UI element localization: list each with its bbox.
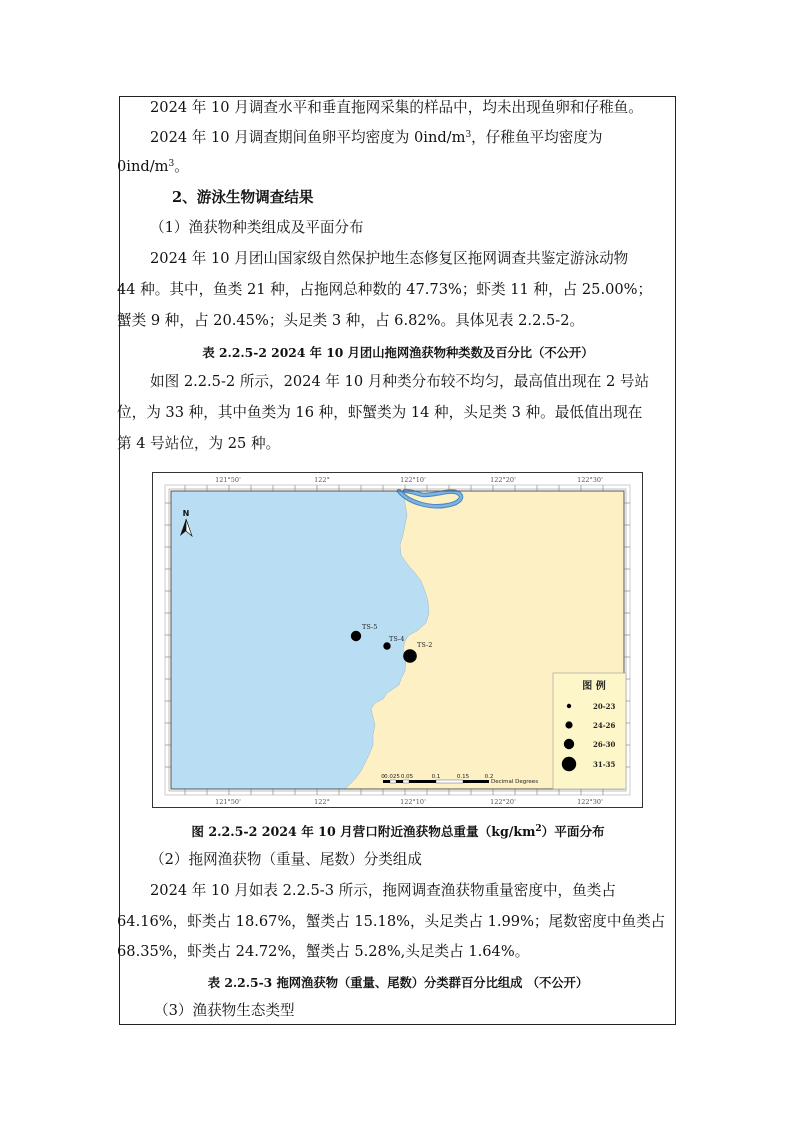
paragraph-egg-larva-absence: 2024 年 10 月调查水平和垂直拖网采集的样品中，均未出现鱼卵和仔稚鱼。 xyxy=(150,99,643,116)
scale-tick-label: 0.025 xyxy=(384,774,400,780)
text: ，仔稚鱼平均密度为 xyxy=(471,129,603,146)
section-heading-nekton: 2、游泳生物调查结果 xyxy=(172,189,314,206)
station-marker xyxy=(351,631,361,641)
legend-symbol xyxy=(562,757,576,771)
lon-label-top: 122°10' xyxy=(400,476,426,484)
subheading-trawl-composition: （2）拖网渔获物（重量、尾数）分类组成 xyxy=(150,851,422,868)
scale-tick-label: 0.05 xyxy=(400,774,414,780)
scale-tick-label: 0.2 xyxy=(484,774,494,780)
station-marker xyxy=(383,642,390,649)
paragraph-species-l3: 蟹类 9 种，占 20.45%；头足类 3 种，占 6.82%。具体见表 2.2.5-2。 xyxy=(117,312,585,329)
paragraph-distribution-l2: 位，为 33 种，其中鱼类为 16 种，虾蟹类为 14 种，头足类 3 种。最低值出现在 xyxy=(117,404,643,421)
legend-label: 31-35 xyxy=(593,760,616,769)
scale-unit: Decimal Degrees xyxy=(491,779,539,785)
paragraph-composition-l3: 68.35%，虾类占 24.72%，蟹类占 5.28%,头足类占 1.64%。 xyxy=(117,943,530,960)
superscript: 3 xyxy=(465,130,472,140)
legend-label: 24-26 xyxy=(593,721,616,730)
station-marker xyxy=(403,649,417,663)
legend-title: 图 例 xyxy=(582,681,606,692)
text: ）平面分布 xyxy=(541,824,605,839)
legend-symbol xyxy=(567,704,571,708)
lon-label-top: 121°50' xyxy=(215,476,241,484)
subheading-species-composition: （1）渔获物种类组成及平面分布 xyxy=(150,219,364,236)
lon-label-top: 122° xyxy=(314,476,330,484)
legend-label: 20-23 xyxy=(593,702,616,711)
paragraph-composition-l2: 64.16%，虾类占 18.67%，蟹类占 15.18%，头足类占 1.99%；尾数密度中鱼类占 xyxy=(117,913,666,930)
map-legend xyxy=(553,673,626,789)
figure-caption-2-2-5-2 xyxy=(120,822,676,842)
catch-weight-map xyxy=(152,472,643,808)
station-label: TS-5 xyxy=(362,623,378,631)
paragraph-distribution-l3: 第 4 号站位，为 25 种。 xyxy=(117,435,281,452)
legend-symbol xyxy=(565,721,572,728)
table-caption-2-2-5-3: 表 2.2.5-3 拖网渔获物（重量、尾数）分类群百分比组成 （不公开） xyxy=(207,975,589,990)
legend-symbol xyxy=(564,739,574,749)
table-caption-2-2-5-2: 表 2.2.5-2 2024 年 10 月团山拖网渔获物种类数及百分比（不公开） xyxy=(202,345,594,360)
paragraph-composition-l1: 2024 年 10 月如表 2.2.5-3 所示，拖网调查渔获物重量密度中，鱼类占 xyxy=(150,882,616,899)
paragraph-distribution-l1: 如图 2.2.5-2 所示，2024 年 10 月种类分布较不均匀，最高值出现在 2 号站 xyxy=(150,373,650,390)
scale-tick-label: 0.1 xyxy=(431,774,441,780)
scale-tick-label: 0.15 xyxy=(456,774,470,780)
paragraph-species-l1: 2024 年 10 月团山国家级自然保护地生态修复区拖网调查共鉴定游泳动物 xyxy=(150,250,629,267)
paragraph-species-l2: 44 种。其中，鱼类 21 种，占拖网总种数的 47.73%；虾类 11 种，占 25.00%； xyxy=(117,281,653,298)
lon-label-bottom: 122°20' xyxy=(490,798,516,806)
paragraph-density-cont xyxy=(117,157,677,177)
lon-label-bottom: 121°50' xyxy=(215,798,241,806)
text: 图 2.2.5-2 2024 年 10 月营口附近渔获物总重量（kg/km xyxy=(191,824,536,839)
station-label: TS-4 xyxy=(389,635,405,643)
scale-tick-label: 0 xyxy=(381,774,385,780)
map-canvas xyxy=(153,473,642,807)
text: 2024 年 10 月调查期间鱼卵平均密度为 0ind/m xyxy=(150,129,466,146)
lon-label-bottom: 122°10' xyxy=(400,798,426,806)
legend-label: 26-30 xyxy=(593,740,616,749)
text: 。 xyxy=(174,158,189,175)
lon-label-top: 122°30' xyxy=(577,476,603,484)
superscript: 2 xyxy=(535,824,542,834)
lon-label-bottom: 122° xyxy=(314,798,330,806)
north-label: N xyxy=(182,509,190,518)
lon-label-top: 122°20' xyxy=(490,476,516,484)
text: 0ind/m xyxy=(117,158,169,175)
paragraph-density xyxy=(120,128,710,148)
subheading-ecological-type: （3）渔获物生态类型 xyxy=(154,1002,295,1019)
station-label: TS-2 xyxy=(417,641,433,649)
superscript: 3 xyxy=(168,159,175,169)
lon-label-bottom: 122°30' xyxy=(577,798,603,806)
